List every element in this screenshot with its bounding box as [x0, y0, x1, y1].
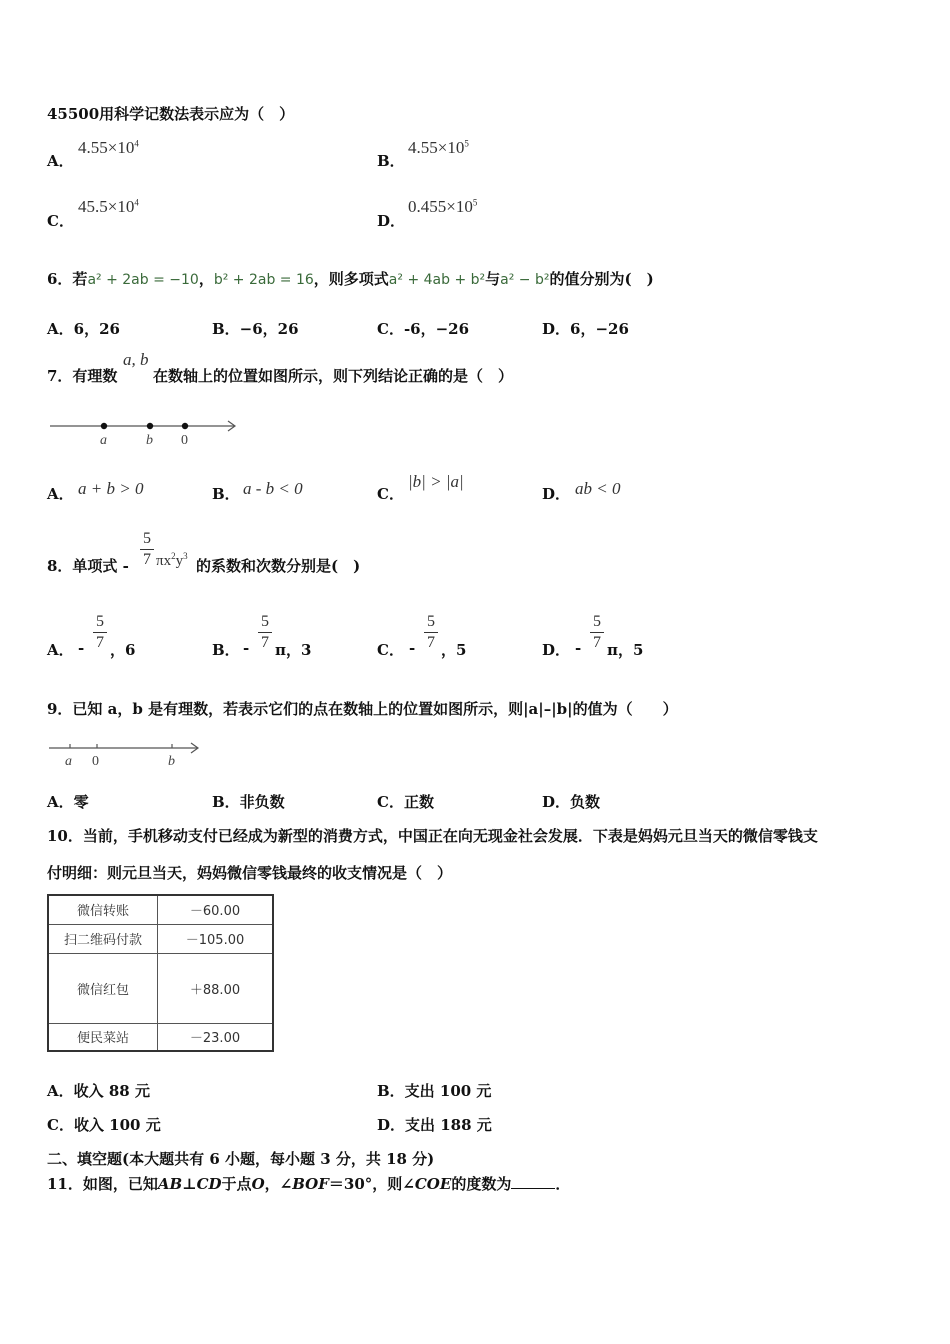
q5-option-c-label: C． — [47, 212, 74, 230]
q9-option-d: D．负数 — [542, 793, 601, 811]
table-cell-amount: ＋88.00 — [158, 953, 274, 1023]
q7-axis-label-a: a — [100, 433, 107, 447]
q8-option-d-label: D． — [542, 641, 571, 659]
q10-option-a: A．收入 88 元 — [47, 1082, 150, 1100]
q6-option-a: A．6，26 — [47, 320, 120, 338]
section-2-heading: 二、填空题(本大题共有 6 小题，每小题 3 分，共 18 分) — [47, 1150, 435, 1168]
q7-point-0 — [182, 423, 188, 429]
table-cell-amount: －60.00 — [158, 895, 274, 924]
q8-option-b-fraction: 5 7 — [258, 613, 272, 652]
q9-option-a: A．零 — [47, 793, 89, 811]
q7-axis-label-b: b — [146, 433, 153, 447]
q5-option-c-value: $45.5\times 10^4$ — [78, 197, 139, 216]
table-row — [48, 1023, 273, 1051]
q10-option-d: D．支出 188 元 — [377, 1116, 492, 1134]
q7-stem-num: 7．有理数 — [47, 367, 118, 385]
q8-option-d-sign: - — [575, 639, 582, 657]
q8-option-b-label: B． — [212, 641, 240, 659]
q10-option-c: C．收入 100 元 — [47, 1116, 161, 1134]
q8-option-a-label: A． — [47, 641, 74, 659]
q7-option-d-label: D． — [542, 485, 571, 503]
table-row — [48, 895, 273, 924]
table-cell-item: 微信转账 — [48, 895, 158, 924]
q8-option-b-after: π，3 — [275, 641, 312, 659]
q9-axis-label-a: a — [65, 754, 72, 769]
q7-option-b-label: B． — [212, 485, 240, 503]
table-cell-amount: －105.00 — [158, 924, 274, 953]
q10-stem-line2: 付明细：则元旦当天，妈妈微信零钱最终的收支情况是（ ） — [47, 864, 453, 882]
q5-stem: 45500用科学记数法表示应为（ ） — [47, 105, 295, 123]
q9-number-line — [47, 738, 207, 770]
q5-option-d-label: D． — [377, 212, 406, 230]
q6-option-b: B．−6，26 — [212, 320, 299, 338]
q8-option-d-after: π，5 — [607, 641, 644, 659]
q7-option-c-expr: |b| > |a| — [408, 472, 464, 491]
q8-option-b-sign: - — [243, 639, 250, 657]
q8-option-a-after: ，6 — [110, 641, 136, 659]
q8-option-c-sign: - — [409, 639, 416, 657]
q7-axis-label-0: 0 — [181, 433, 188, 447]
q7-vars: a, b — [123, 350, 149, 369]
q6-expr1: a² + 2ab = −10 — [87, 272, 199, 288]
table-cell-item: 扫二维码付款 — [48, 924, 158, 953]
q7-number-line — [48, 415, 243, 447]
q9-axis-label-b: b — [168, 754, 175, 769]
q9-axis-label-0: 0 — [92, 754, 99, 769]
q8-option-a-fraction: 5 7 — [93, 613, 107, 652]
q6-stem: 6．若a² + 2ab = −10，b² + 2ab = 16，则多项式a² + 4ab + b²与a² − b²的值分别为( ) — [47, 270, 654, 288]
q7-point-b — [147, 423, 153, 429]
q5-option-a-label: A． — [47, 152, 74, 170]
q6-option-c: C．-6，−26 — [377, 320, 470, 338]
q7-option-b-expr: a - b < 0 — [243, 479, 303, 498]
q8-stem-fraction: 5 7 — [140, 530, 154, 569]
q8-option-d-fraction: 5 7 — [590, 613, 604, 652]
q7-stem-tail: 在数轴上的位置如图所示，则下列结论正确的是（ ） — [153, 367, 514, 385]
q6-expr2: b² + 2ab = 16 — [213, 272, 314, 288]
q5-option-b-label: B． — [377, 152, 405, 170]
q5-option-a-value: $4.55\times 10^4$ — [78, 138, 139, 157]
table-row — [48, 953, 273, 1023]
q9-option-b: B．非负数 — [212, 793, 285, 811]
table-cell-amount: －23.00 — [158, 1023, 274, 1051]
q7-option-d-expr: ab < 0 — [575, 479, 621, 498]
q6-expr3: a² + 4ab + b² — [388, 272, 486, 288]
q6-option-d: D．6，−26 — [542, 320, 629, 338]
q6-expr4: a² − b² — [500, 272, 550, 288]
q7-option-a-label: A． — [47, 485, 74, 503]
q8-stem-tail: 的系数和次数分别是( ) — [196, 557, 361, 575]
table-row — [48, 924, 273, 953]
q8-stem-num: 8．单项式 - — [47, 557, 129, 575]
q10-option-b: B．支出 100 元 — [377, 1082, 492, 1100]
q11-answer-blank[interactable] — [511, 1188, 555, 1189]
q8-option-c-after: ，5 — [441, 641, 467, 659]
q9-stem: 9．已知 a，b 是有理数，若表示它们的点在数轴上的位置如图所示，则|a|–|b|的值为（ ） — [47, 700, 678, 718]
q11-stem: 11．如图，已知AB⊥CD于点O，∠BOF＝30°，则∠COE的度数为 ． — [47, 1175, 571, 1193]
q5-option-d-value: $0.455\times 10^5$ — [408, 197, 478, 216]
q8-option-c-fraction: 5 7 — [424, 613, 438, 652]
q7-point-a — [101, 423, 107, 429]
q7-option-c-label: C． — [377, 485, 404, 503]
table-cell-item: 微信红包 — [48, 953, 158, 1023]
table-cell-item: 便民菜站 — [48, 1023, 158, 1051]
q8-option-a-sign: - — [78, 639, 85, 657]
q5-option-b-value: $4.55\times 10^5$ — [408, 138, 469, 157]
q9-option-c: C．正数 — [377, 793, 434, 811]
q10-payment-table — [47, 894, 274, 1052]
q10-stem-line1: 10．当前，手机移动支付已经成为新型的消费方式，中国正在向无现金社会发展．下表是妈妈元旦当天的微信零钱支 — [47, 827, 818, 845]
q8-option-c-label: C． — [377, 641, 404, 659]
q8-monomial: $\pi x^2y^3$ — [156, 551, 188, 569]
q7-option-a-expr: a + b > 0 — [78, 479, 144, 498]
